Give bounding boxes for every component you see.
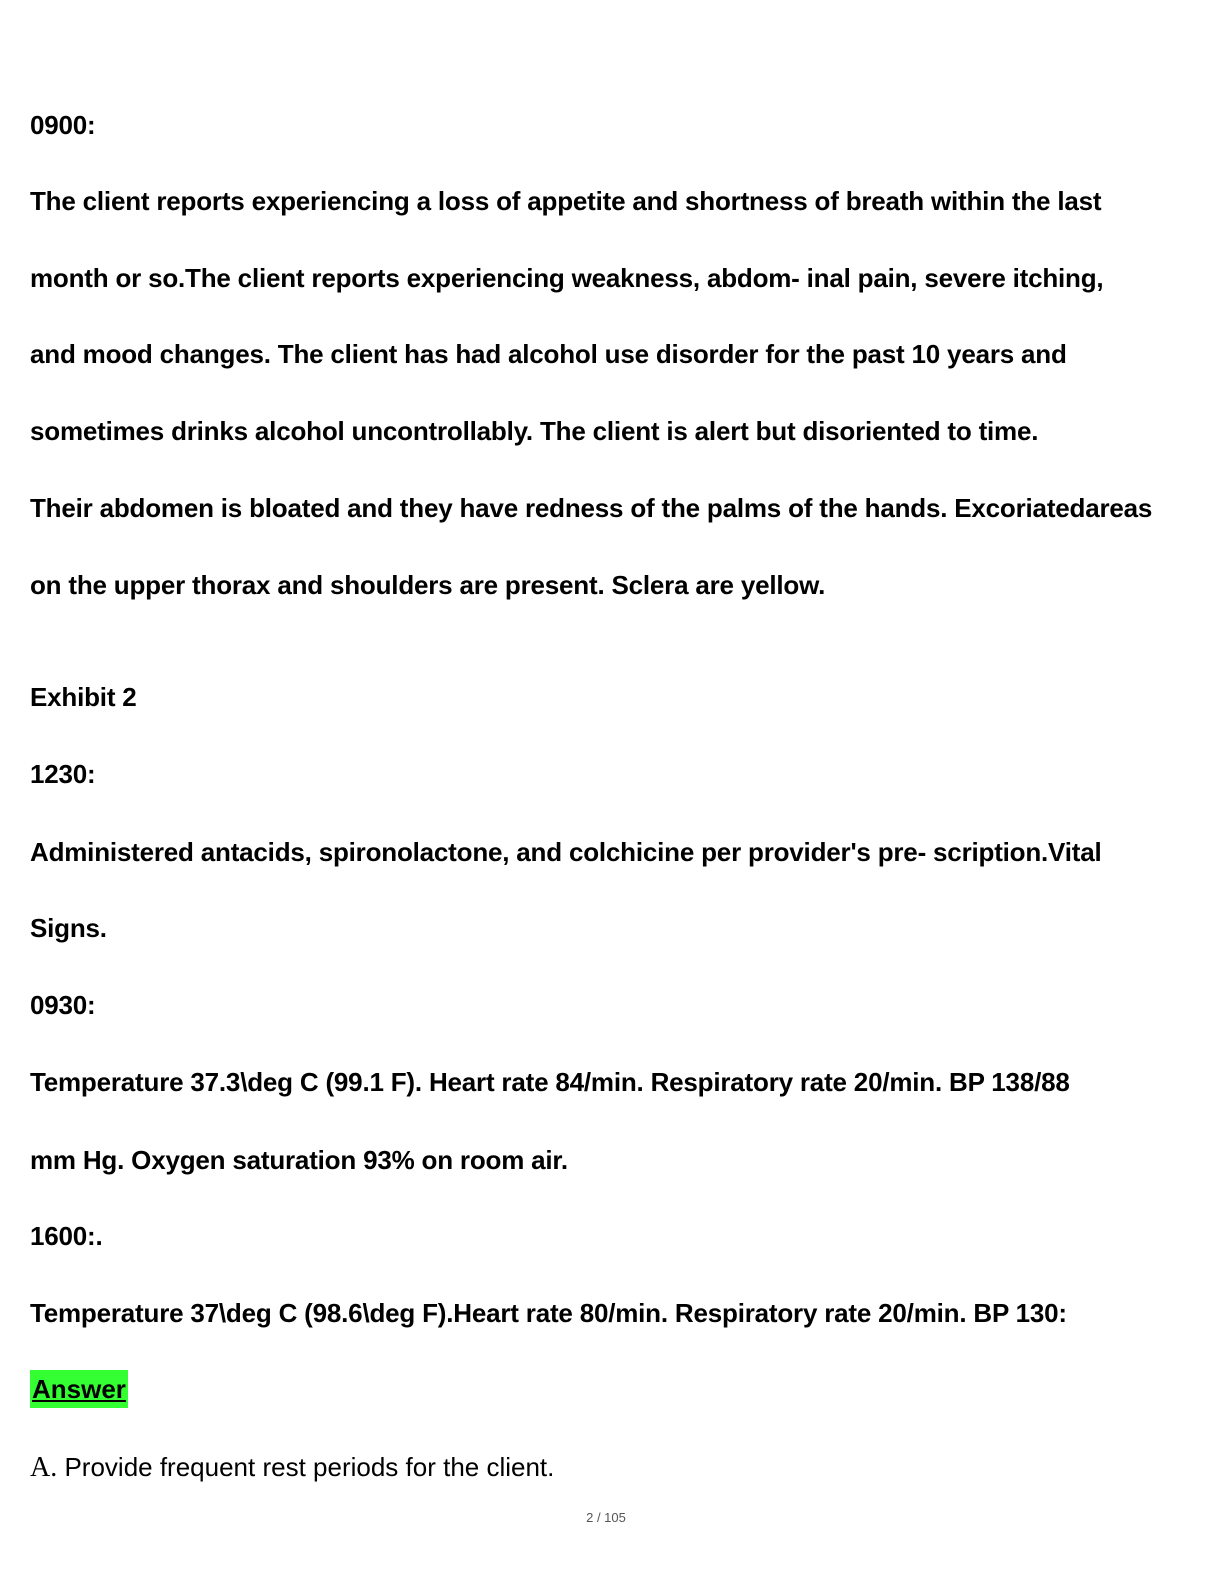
answer-label: Answer	[30, 1370, 128, 1408]
exhibit-heading: Exhibit 2	[30, 682, 137, 712]
paragraph-line: Administered antacids, spironolactone, and colchicine per provider's pre- scription.Vital	[30, 837, 1102, 867]
paragraph-line: month or so.The client reports experiencing weakness, abdom- inal pain, severe itching,	[30, 263, 1104, 293]
paragraph-line: Signs.	[30, 913, 107, 943]
vitals-line: Temperature 37\deg C (98.6\deg F).Heart rate 80/min. Respiratory rate 20/min. BP 130:	[30, 1298, 1067, 1328]
answer-letter: A.	[30, 1452, 58, 1483]
time-0900: 0900:	[30, 110, 96, 140]
paragraph-line: and mood changes. The client has had alcohol use disorder for the past 10 years and	[30, 339, 1067, 369]
page-number: 2 / 105	[586, 1510, 626, 1525]
vitals-line: mm Hg. Oxygen saturation 93% on room air.	[30, 1145, 568, 1175]
time-0930: 0930:	[30, 990, 96, 1020]
answer-text	[30, 1450, 554, 1485]
answer-body: Provide frequent rest periods for the client.	[57, 1452, 555, 1482]
paragraph-line: Their abdomen is bloated and they have redness of the palms of the hands. Excoriatedareas	[30, 493, 1153, 523]
paragraph-line: sometimes drinks alcohol uncontrollably. The client is alert but disoriented to time.	[30, 416, 1039, 446]
time-1230: 1230:	[30, 759, 96, 789]
time-1600: 1600:.	[30, 1221, 103, 1251]
paragraph-line: on the upper thorax and shoulders are present. Sclera are yellow.	[30, 570, 826, 600]
paragraph-line: The client reports experiencing a loss of appetite and shortness of breath within the last	[30, 186, 1102, 216]
vitals-line: Temperature 37.3\deg C (99.1 F). Heart rate 84/min. Respiratory rate 20/min. BP 138/88	[30, 1067, 1070, 1097]
